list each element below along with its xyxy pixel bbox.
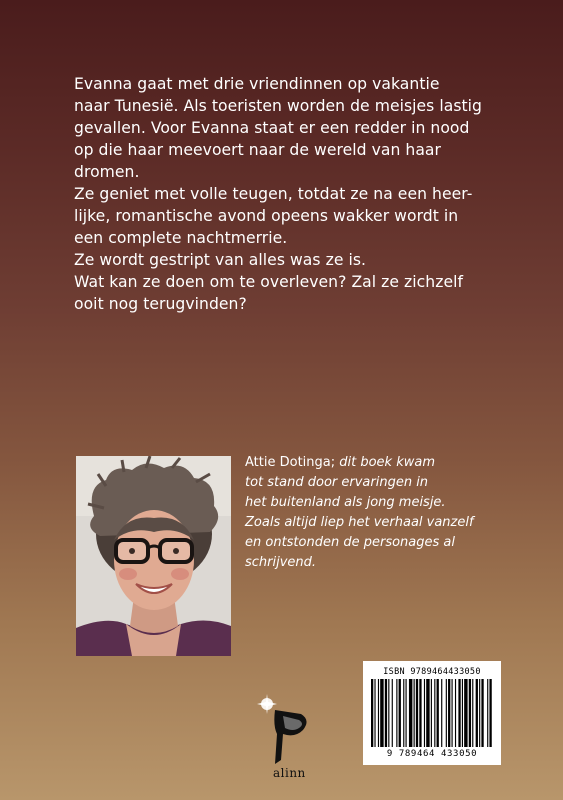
barcode-bar bbox=[476, 679, 478, 747]
isbn-digits: 9 789464 433050 bbox=[386, 749, 478, 759]
bio-line: tot stand door ervaringen in bbox=[245, 475, 429, 490]
blurb-line: Ze wordt gestript van alles was ze is. bbox=[74, 251, 367, 269]
bio-line: dit boek kwam bbox=[335, 455, 436, 470]
barcode-bar bbox=[479, 679, 480, 747]
barcode-bar bbox=[426, 679, 429, 747]
barcode-bar bbox=[424, 679, 425, 747]
blurb-line: naar Tunesië. Als toeristen worden de meisjes lastig bbox=[74, 97, 483, 115]
barcode-bar bbox=[419, 679, 421, 747]
author-photo bbox=[76, 456, 231, 656]
blurb-line: Evanna gaat met drie vriendinnen op vakantie bbox=[74, 75, 440, 93]
bio-separator: ; bbox=[330, 455, 336, 470]
barcode-bar bbox=[458, 679, 460, 747]
bio-line: Zoals altijd liep het verhaal vanzelf bbox=[245, 515, 474, 530]
blurb-line: lijke, romantische avond opeens wakker wordt in bbox=[74, 207, 459, 225]
isbn-barcode bbox=[363, 661, 501, 765]
barcode-bar bbox=[448, 679, 450, 747]
barcode-bar bbox=[403, 679, 404, 747]
barcode-bar bbox=[406, 679, 407, 747]
barcode-bar bbox=[380, 679, 383, 747]
blurb-line: gevallen. Voor Evanna staat er een redder in nood bbox=[74, 119, 470, 137]
barcode-bar bbox=[487, 679, 488, 747]
barcode-bar bbox=[472, 679, 473, 747]
author-portrait-image bbox=[76, 456, 231, 656]
barcode-bar bbox=[409, 679, 412, 747]
blurb-line: een complete nachtmerrie. bbox=[74, 229, 288, 247]
blurb-line: op die haar meevoert naar de wereld van haar bbox=[74, 141, 442, 159]
barcode-bar bbox=[434, 679, 435, 747]
barcode-bar bbox=[392, 679, 393, 747]
barcode-bar bbox=[399, 679, 401, 747]
publisher-name: alinn bbox=[273, 766, 306, 780]
barcode-bar bbox=[481, 679, 483, 747]
publisher-logo-icon bbox=[255, 690, 315, 770]
bio-line: het buitenland als jong meisje. bbox=[245, 495, 446, 510]
barcode-bar bbox=[431, 679, 432, 747]
barcode-bar bbox=[452, 679, 453, 747]
barcode-bar bbox=[414, 679, 415, 747]
blurb-line: Wat kan ze doen om te overleven? Zal ze zichzelf bbox=[74, 273, 464, 291]
barcode-bar bbox=[396, 679, 397, 747]
barcode-bar bbox=[437, 679, 439, 747]
barcode-bar bbox=[469, 679, 471, 747]
barcode-bar bbox=[416, 679, 418, 747]
barcode-bar bbox=[374, 679, 375, 747]
blurb-line: Ze geniet met volle teugen, totdat ze na een heer- bbox=[74, 185, 473, 203]
bio-line: en ontstonden de personages al bbox=[245, 535, 455, 550]
barcode-bar bbox=[371, 679, 373, 747]
barcode-bar bbox=[462, 679, 463, 747]
isbn-label: ISBN 9789464433050 bbox=[383, 667, 481, 677]
barcode-bar bbox=[464, 679, 467, 747]
barcode-bar bbox=[388, 679, 389, 747]
publisher-logo bbox=[255, 690, 315, 785]
barcode-bar bbox=[378, 679, 379, 747]
barcode-bar bbox=[441, 679, 442, 747]
barcode-bar bbox=[455, 679, 456, 747]
bio-line: schrijvend. bbox=[245, 555, 317, 570]
author-name: Attie Dotinga bbox=[245, 455, 331, 470]
barcode-bar bbox=[446, 679, 447, 747]
barcode-bar bbox=[385, 679, 387, 747]
blurb-line: dromen. bbox=[74, 163, 140, 181]
barcode-bar bbox=[489, 679, 491, 747]
blurb-line: ooit nog terugvinden? bbox=[74, 295, 247, 313]
back-cover-blurb bbox=[74, 73, 504, 315]
author-bio bbox=[245, 453, 535, 573]
